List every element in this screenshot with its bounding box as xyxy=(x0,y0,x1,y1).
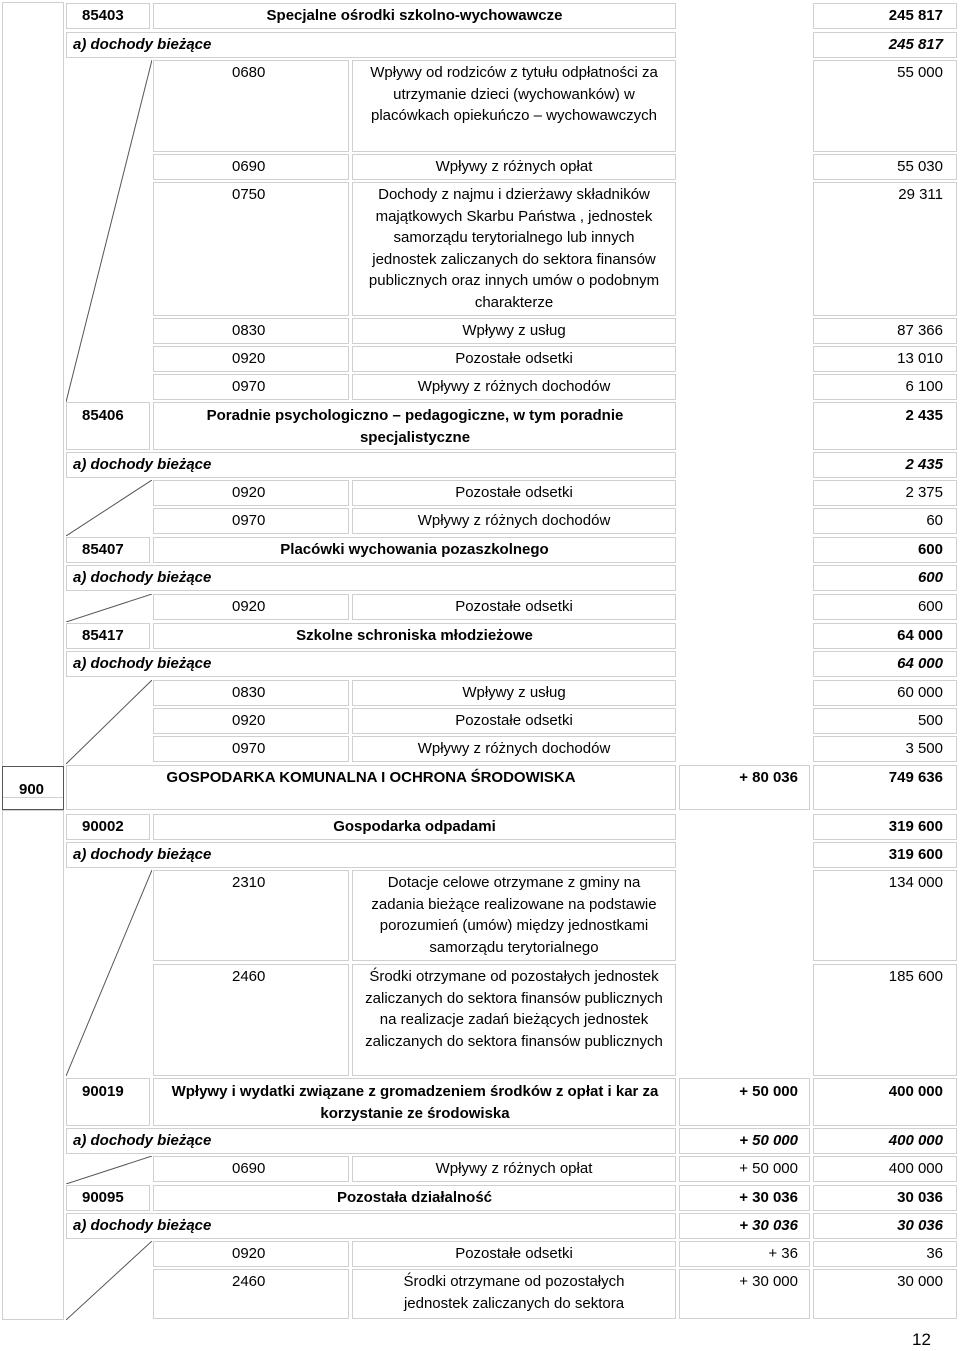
paragraph-desc: Środki otrzymane od pozostałych jednostek zaliczanych do sektora xyxy=(403,1273,625,1312)
paragraph-desc: Wpływy z różnych opłat xyxy=(435,158,593,175)
division-change: + 80 036 xyxy=(739,769,798,786)
paragraph-desc: Dotacje celowe otrzymane z gminy na zadania bieżące realizowane na podstawie porozumień (umów) między jednostkami samorządu terytorialnego xyxy=(371,874,657,956)
page-number: 12 xyxy=(912,1330,931,1349)
paragraph-desc: Pozostałe odsetki xyxy=(455,1245,573,1262)
paragraph-amount: 600 xyxy=(917,598,943,615)
paragraph-change: + 30 000 xyxy=(739,1273,798,1290)
paragraph-desc: Pozostałe odsetki xyxy=(455,484,573,501)
paragraph-amount: 134 000 xyxy=(888,874,943,891)
diagonal-marker xyxy=(66,680,152,764)
current-income-label: a) dochody bieżące xyxy=(73,456,212,473)
section-amount: 64 000 xyxy=(897,627,943,644)
division-amount: 749 636 xyxy=(888,769,943,786)
paragraph-code: 0680 xyxy=(232,64,266,81)
section-code: 90095 xyxy=(82,1189,124,1206)
current-income-amount: 2 435 xyxy=(905,456,943,473)
diagonal-marker xyxy=(66,594,152,622)
current-income-label: a) dochody bieżące xyxy=(73,569,212,586)
paragraph-code: 0920 xyxy=(232,484,266,501)
paragraph-amount: 60 xyxy=(926,512,943,529)
section-amount: 2 435 xyxy=(905,407,943,424)
paragraph-desc: Środki otrzymane od pozostałych jednostek zaliczanych do sektora finansów publicznych na realizacje zadań bieżących jednostek zaliczanych do sektora finansów publicznych xyxy=(365,968,663,1050)
section-code: 85407 xyxy=(82,541,124,558)
paragraph-code: 2310 xyxy=(232,874,266,891)
paragraph-amount: 30 000 xyxy=(897,1273,943,1290)
paragraph-code: 0920 xyxy=(232,350,266,367)
paragraph-amount: 2 375 xyxy=(905,484,943,501)
diagonal-marker xyxy=(66,1241,152,1320)
section-code: 90019 xyxy=(82,1083,124,1100)
paragraph-desc: Wpływy z usług xyxy=(462,684,566,701)
paragraph-amount: 55 000 xyxy=(897,64,943,81)
section-amount: 319 600 xyxy=(888,818,943,835)
current-income-amount: 30 036 xyxy=(897,1217,943,1234)
current-income-label: a) dochody bieżące xyxy=(73,1217,212,1234)
paragraph-code: 0830 xyxy=(232,322,266,339)
paragraph-amount: 400 000 xyxy=(888,1160,943,1177)
paragraph-desc: Pozostałe odsetki xyxy=(455,598,573,615)
diagonal-marker xyxy=(66,480,152,536)
paragraph-desc: Wpływy z różnych dochodów xyxy=(417,740,611,757)
paragraph-desc: Wpływy z różnych opłat xyxy=(435,1160,593,1177)
paragraph-code: 0920 xyxy=(232,1245,266,1262)
section-amount: 245 817 xyxy=(888,7,943,24)
paragraph-desc: Dochody z najmu i dzierżawy składników majątkowych Skarbu Państwa , jednostek samorządu terytorialnego lub innych jednostek zaliczanych do sektora finansów publicznych oraz innych umów o podobnym charakterze xyxy=(368,186,660,311)
current-income-amount: 64 000 xyxy=(897,655,943,672)
division-code: 900 xyxy=(19,781,45,798)
current-income-label: a) dochody bieżące xyxy=(73,846,212,863)
section-change: + 50 000 xyxy=(739,1083,798,1100)
section-amount: 30 036 xyxy=(897,1189,943,1206)
current-income-label: a) dochody bieżące xyxy=(73,36,212,53)
section-name: Pozostała działalność xyxy=(336,1189,493,1206)
current-income-change: + 50 000 xyxy=(739,1132,798,1149)
paragraph-desc: Pozostałe odsetki xyxy=(455,350,573,367)
paragraph-amount: 500 xyxy=(917,712,943,729)
paragraph-code: 0750 xyxy=(232,186,266,203)
diagonal-marker xyxy=(66,870,152,1076)
paragraph-code: 0920 xyxy=(232,598,266,615)
section-name: Specjalne ośrodki szkolno-wychowawcze xyxy=(266,7,563,24)
section-amount: 600 xyxy=(917,541,943,558)
diagonal-marker xyxy=(66,60,152,402)
section-name: Wpływy i wydatki związane z gromadzeniem środków z opłat i kar za korzystanie ze środowiska xyxy=(171,1083,659,1122)
paragraph-code: 0970 xyxy=(232,740,266,757)
section-code: 85406 xyxy=(82,407,124,424)
paragraph-amount: 3 500 xyxy=(905,740,943,757)
paragraph-code: 0970 xyxy=(232,512,266,529)
paragraph-amount: 185 600 xyxy=(888,968,943,985)
paragraph-code: 0920 xyxy=(232,712,266,729)
section-name: Placówki wychowania pozaszkolnego xyxy=(280,541,549,558)
paragraph-amount: 55 030 xyxy=(897,158,943,175)
section-name: Poradnie psychologiczno – pedagogiczne, w tym poradnie specjalistyczne xyxy=(206,407,624,446)
section-code: 90002 xyxy=(82,818,124,835)
paragraph-code: 0690 xyxy=(232,1160,266,1177)
division-name: GOSPODARKA KOMUNALNA I OCHRONA ŚRODOWISKA xyxy=(166,769,576,786)
section-amount: 400 000 xyxy=(888,1083,943,1100)
paragraph-desc: Wpływy z usług xyxy=(462,322,566,339)
paragraph-amount: 29 311 xyxy=(898,186,943,203)
current-income-amount: 400 000 xyxy=(888,1132,943,1149)
paragraph-desc: Pozostałe odsetki xyxy=(455,712,573,729)
paragraph-amount: 60 000 xyxy=(897,684,943,701)
paragraph-code: 2460 xyxy=(232,968,266,985)
current-income-amount: 319 600 xyxy=(888,846,943,863)
paragraph-desc: Wpływy od rodziców z tytułu odpłatności za utrzymanie dzieci (wychowanków) w placówkach opiekuńczo – wychowawczych xyxy=(370,64,658,124)
section-name: Gospodarka odpadami xyxy=(333,818,496,835)
paragraph-change: + 36 xyxy=(768,1245,798,1262)
current-income-amount: 245 817 xyxy=(888,36,943,53)
paragraph-desc: Wpływy z różnych dochodów xyxy=(417,378,611,395)
paragraph-desc: Wpływy z różnych dochodów xyxy=(417,512,611,529)
section-change: + 30 036 xyxy=(739,1189,798,1206)
paragraph-code: 0970 xyxy=(232,378,266,395)
diagonal-marker xyxy=(66,1156,152,1184)
paragraph-amount: 13 010 xyxy=(897,350,943,367)
current-income-label: a) dochody bieżące xyxy=(73,655,212,672)
current-income-amount: 600 xyxy=(917,569,943,586)
paragraph-amount: 36 xyxy=(926,1245,943,1262)
paragraph-code: 2460 xyxy=(232,1273,266,1290)
section-code: 85403 xyxy=(82,7,124,24)
paragraph-amount: 6 100 xyxy=(905,378,943,395)
current-income-label: a) dochody bieżące xyxy=(73,1132,212,1149)
paragraph-change: + 50 000 xyxy=(739,1160,798,1177)
paragraph-code: 0690 xyxy=(232,158,266,175)
section-name: Szkolne schroniska młodzieżowe xyxy=(296,627,533,644)
current-income-change: + 30 036 xyxy=(739,1217,798,1234)
paragraph-amount: 87 366 xyxy=(897,322,943,339)
paragraph-code: 0830 xyxy=(232,684,266,701)
section-code: 85417 xyxy=(82,627,124,644)
